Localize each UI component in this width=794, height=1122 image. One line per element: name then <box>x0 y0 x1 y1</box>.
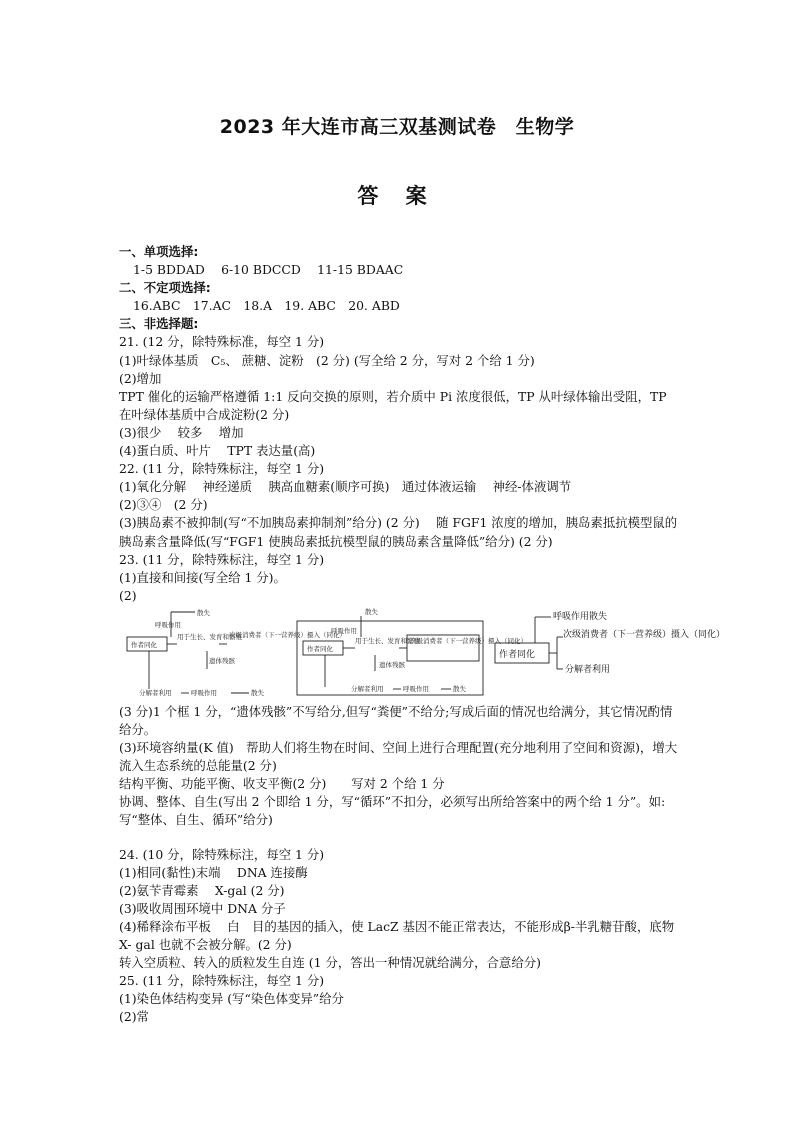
d1-assimilation: 作者同化 <box>131 640 157 649</box>
d1-growth: 用于生长、发育和繁殖 <box>177 632 242 641</box>
d1-decomposer: 分解者利用 <box>139 688 172 697</box>
d1-loss-top: 散失 <box>197 608 210 617</box>
section-heading-non-choice: 三、非选择题: <box>119 316 199 332</box>
d2-growth: 用于生长、发育和繁殖 <box>355 636 420 645</box>
d1-next-level: 次级消费者（下一营养级）摄入（同化） <box>229 630 346 639</box>
question-header-22: 22. (11 分，除特殊标注，每空 1 分) <box>119 461 325 477</box>
page-title: 2023 年大连市高三双基测试卷 生物学 <box>219 116 575 138</box>
answer-line: 1-5 BDDAD 6-10 BDCCD 11-15 BDAAC <box>133 262 404 278</box>
d1-resp2: 呼吸作用 <box>191 688 217 697</box>
answer-line: (1)染色体结构变异 (写“染色体变异”给分 <box>119 991 344 1007</box>
d2-loss-top: 散失 <box>365 607 378 616</box>
energy-flow-diagrams <box>119 607 726 699</box>
question-header-24: 24. (10 分，除特殊标注，每空 1 分) <box>119 846 325 862</box>
answer-line: (4)蛋白质、叶片 TPT 表达量(高) <box>119 443 316 459</box>
answer-line: 转入空质粒、转入的质粒发生自连 (1 分，答出一种情况就给满分，合意给分) <box>119 955 541 971</box>
question-header-21: 21. (12 分，除特殊标准，每空 1 分) <box>119 334 325 350</box>
answer-line: (1)直接和间接(写全给 1 分)。 <box>119 569 286 585</box>
d3-next-level: 次级消费者（下一营养级）摄入（同化） <box>563 629 726 640</box>
d2-decomposer: 分解者利用 <box>351 684 384 693</box>
answer-line: 结构平衡、功能平衡、收支平衡(2 分) 写对 2 个给 1 分 <box>119 776 445 792</box>
answer-line: (3)很少 较多 增加 <box>119 424 244 440</box>
answer-paragraph: (3 分)1 个框 1 分，“遗体残骸”不写给分,但写“粪便”不给分;写成后面的情况也给满分，其它情况酌情给分。 <box>119 703 673 737</box>
d2-assimilation: 作者同化 <box>307 644 333 653</box>
answer-content <box>119 243 726 1026</box>
answer-paragraph: (3)环境容纳量(K 值) 帮助人们将生物在时间、空间上进行合理配置(充分地利用了空间和资源)，增大流入生态系统的总能量(2 分) <box>119 740 678 774</box>
answer-line: (2)增加 <box>119 370 162 386</box>
answer-line: (2)氨苄青霉素 X-gal (2 分) <box>119 882 285 898</box>
question-header-25: 25. (11 分，除特殊标注，每空 1 分) <box>119 973 325 989</box>
d2-loss2: 散失 <box>453 684 466 693</box>
d2-next-level: 次级消费者（下一营养级）摄入（同化） <box>410 636 527 645</box>
d1-remains: 遗体残骸 <box>209 656 235 665</box>
answer-line: 16.ABC 17.AC 18.A 19. ABC 20. ABD <box>133 298 400 314</box>
answer-line: (2)③④ (2 分) <box>119 497 208 513</box>
d1-respiration: 呼吸作用 <box>155 620 181 629</box>
energy-flow-diagram-1 <box>119 607 346 699</box>
d2-resp2: 呼吸作用 <box>403 684 429 693</box>
energy-flow-diagram-2 <box>295 607 527 699</box>
section-heading-multi-choice: 二、不定项选择: <box>119 280 211 296</box>
d2-respiration: 呼吸作用 <box>331 626 357 635</box>
answer-paragraph: (3)胰岛素不被抑制(写“不加胰岛素抑制剂”给分) (2 分) 随 FGF1 浓度的增加，胰岛素抵抗模型鼠的胰岛素含量降低(写“FGF1 使胰岛素抵抗模型鼠的胰岛素含量降低”给分) (2 分) <box>119 515 678 549</box>
answer-paragraph: TPT 催化的运输严格遵循 1:1 反向交换的原则，若介质中 Pi 浓度很低，TP 从叶绿体输出受阻，TP 在叶绿体基质中合成淀粉(2 分) <box>119 388 667 422</box>
answer-line: (2) <box>119 587 137 603</box>
answer-line: (1)相同(黏性)末端 DNA 连接酶 <box>119 864 308 880</box>
answer-line: (1)叶绿体基质 C₅、 蔗糖、淀粉 (2 分) (写全给 2 分，写对 2 个给 1 分) <box>119 352 535 368</box>
answer-line: (3)吸收周围环境中 DNA 分子 <box>119 900 286 916</box>
answer-heading: 答 案 <box>357 184 437 208</box>
d3-decomposer: 分解者利用 <box>565 664 611 675</box>
answer-paragraph: 协调、整体、自生(写出 2 个即给 1 分，写“循环”不扣分，必须写出所给答案中的两个给 1 分”。如:写“整体、自生、循环”给分) <box>119 794 666 828</box>
d3-assimilation: 作者同化 <box>499 649 536 660</box>
answer-line: (2)常 <box>119 1009 149 1025</box>
d2-remains: 遗体残骸 <box>379 660 405 669</box>
d3-respiration: 呼吸作用散失 <box>553 611 608 622</box>
answer-line: (1)氧化分解 神经递质 胰高血糖素(顺序可换) 通过体液运输 神经-体液调节 <box>119 479 572 495</box>
energy-flow-diagram-3 <box>493 607 726 699</box>
question-header-23: 23. (11 分，除特殊标注，每空 1 分) <box>119 551 325 567</box>
answer-paragraph: (4)稀释涂布平板 白 目的基因的插入，使 LacZ 基因不能正常表达，不能形成β-半乳糖苷酸，底物 X- gal 也就不会被分解。(2 分) <box>119 918 675 952</box>
section-heading-single-choice: 一、单项选择: <box>119 244 199 259</box>
d1-loss2: 散失 <box>251 688 264 697</box>
